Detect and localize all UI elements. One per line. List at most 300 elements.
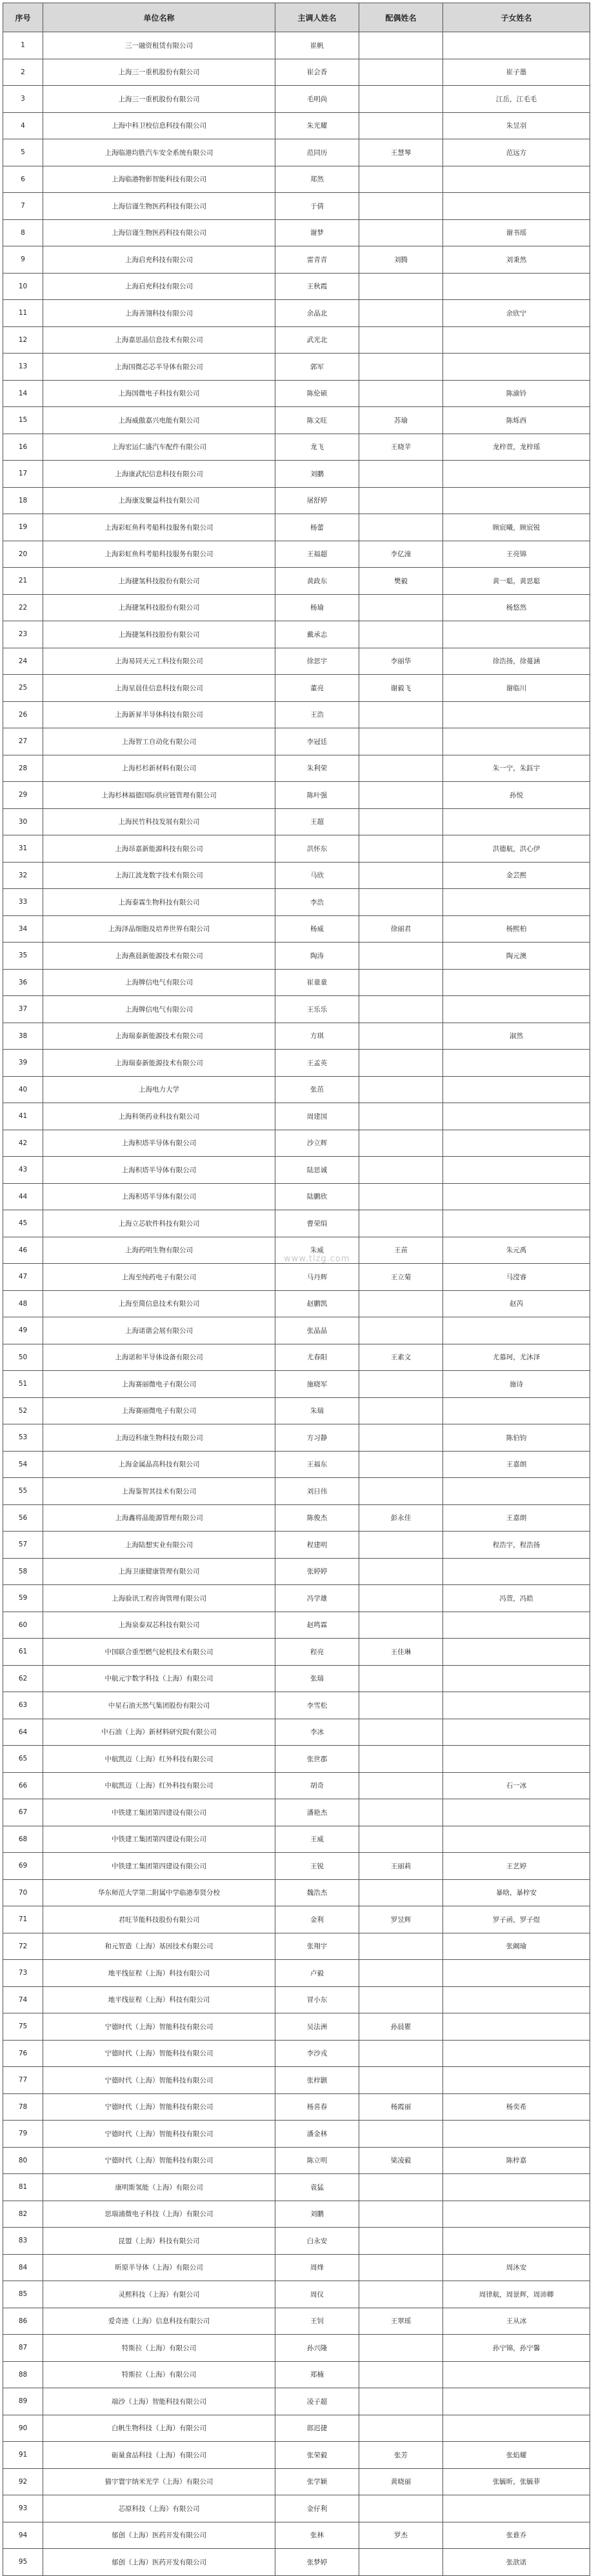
cell-index: 18 xyxy=(3,487,43,514)
cell-index: 67 xyxy=(3,1799,43,1826)
cell-main-person: 屠舒婷 xyxy=(275,487,359,514)
cell-main-person: 魏浩杰 xyxy=(275,1879,359,1906)
cell-main-person: 张荣毅 xyxy=(275,2442,359,2469)
cell-main-person: 王浩 xyxy=(275,701,359,728)
cell-main-person: 雷青青 xyxy=(275,246,359,274)
cell-children: 王嘉朗 xyxy=(443,1451,590,1478)
table-row xyxy=(3,2388,590,2415)
cell-spouse xyxy=(359,166,443,193)
cell-children xyxy=(443,2013,590,2041)
cell-spouse xyxy=(359,59,443,86)
cell-company: 宁德时代（上海）智能科技有限公司 xyxy=(43,2093,275,2121)
cell-spouse xyxy=(359,1585,443,1612)
cell-company: 宁德时代（上海）智能科技有限公司 xyxy=(43,2040,275,2067)
cell-main-person: 陶涛 xyxy=(275,943,359,970)
cell-company: 上海立芯软件科技有限公司 xyxy=(43,1210,275,1237)
cell-index: 27 xyxy=(3,728,43,755)
table-row xyxy=(3,2335,590,2362)
table-row xyxy=(3,808,590,835)
cell-spouse xyxy=(359,354,443,381)
table-row xyxy=(3,835,590,863)
cell-main-person: 王秋霞 xyxy=(275,273,359,300)
cell-main-person: 王锐 xyxy=(275,1853,359,1880)
cell-company: 上海康发聚益科技有限公司 xyxy=(43,487,275,514)
cell-main-person: 李沙戎 xyxy=(275,2040,359,2067)
cell-spouse: 罗杰 xyxy=(359,2522,443,2549)
cell-spouse xyxy=(359,782,443,809)
cell-index: 75 xyxy=(3,2013,43,2041)
cell-spouse: 彭永佳 xyxy=(359,1504,443,1532)
cell-main-person: 方琪 xyxy=(275,1023,359,1050)
table-row xyxy=(3,1317,590,1344)
table-row xyxy=(3,2281,590,2308)
cell-main-person: 余晶北 xyxy=(275,300,359,327)
cell-index: 83 xyxy=(3,2228,43,2255)
cell-children: 张谁乔 xyxy=(443,2522,590,2549)
cell-main-person: 李雪松 xyxy=(275,1692,359,1719)
table-row xyxy=(3,32,590,59)
cell-index: 93 xyxy=(3,2495,43,2522)
cell-main-person: 马丹辉 xyxy=(275,1264,359,1291)
cell-children: 石一冰 xyxy=(443,1772,590,1799)
cell-spouse xyxy=(359,1023,443,1050)
cell-children xyxy=(443,1612,590,1639)
header-spouse: 配偶姓名 xyxy=(359,3,443,32)
personnel-table xyxy=(3,3,590,2576)
cell-children: 朱昱羽 xyxy=(443,112,590,139)
cell-company: 上海康武纪信息科技有限公司 xyxy=(43,461,275,488)
cell-children: 暴晗，暴梓安 xyxy=(443,1879,590,1906)
cell-children xyxy=(443,1478,590,1505)
cell-main-person: 杨喜春 xyxy=(275,2093,359,2121)
cell-main-person: 张婷婷 xyxy=(275,1558,359,1585)
cell-children: 王艺婷 xyxy=(443,1853,590,1880)
cell-index: 26 xyxy=(3,701,43,728)
cell-company: 上海牌信电气有限公司 xyxy=(43,996,275,1023)
cell-spouse: 孙晨瞿 xyxy=(359,2013,443,2041)
cell-main-person: 潘金林 xyxy=(275,2121,359,2148)
cell-index: 14 xyxy=(3,380,43,407)
cell-index: 5 xyxy=(3,139,43,166)
cell-spouse xyxy=(359,2067,443,2094)
cell-company: 上海瑞泰新能源技术有限公司 xyxy=(43,1050,275,1077)
cell-spouse xyxy=(359,1050,443,1077)
cell-main-person: 杨瑜 xyxy=(275,594,359,621)
cell-children: 马滢睿 xyxy=(443,1264,590,1291)
cell-spouse xyxy=(359,300,443,327)
cell-index: 29 xyxy=(3,782,43,809)
cell-index: 57 xyxy=(3,1532,43,1559)
cell-company: 上海新昇半导体科技有限公司 xyxy=(43,701,275,728)
table-row xyxy=(3,1719,590,1746)
header-children: 子女姓名 xyxy=(443,3,590,32)
cell-spouse xyxy=(359,1290,443,1317)
cell-company: 上海信谨生物医药科技有限公司 xyxy=(43,193,275,220)
cell-children: 杨熙柏 xyxy=(443,915,590,943)
cell-company: 上海验讯工程咨询管理有限公司 xyxy=(43,1585,275,1612)
table-row xyxy=(3,2067,590,2094)
table-row xyxy=(3,2201,590,2228)
cell-children: 顾宸曦，顾宸锐 xyxy=(443,514,590,541)
cell-company: 端沙（上海）智能科技有限公司 xyxy=(43,2388,275,2415)
cell-spouse xyxy=(359,1612,443,1639)
cell-children: 黄一聪，黄思聪 xyxy=(443,568,590,595)
cell-main-person: 陆鹏欣 xyxy=(275,1183,359,1210)
cell-company: 白帆生物科技（上海）有限公司 xyxy=(43,2415,275,2442)
cell-company: 中铁建工集团第四建设有限公司 xyxy=(43,1799,275,1826)
cell-main-person: 张晶晶 xyxy=(275,1317,359,1344)
cell-index: 76 xyxy=(3,2040,43,2067)
cell-children: 金芸熙 xyxy=(443,862,590,889)
cell-main-person: 沙立辉 xyxy=(275,1130,359,1157)
cell-main-person: 崔会香 xyxy=(275,59,359,86)
cell-main-person: 郑楠 xyxy=(275,2361,359,2388)
cell-company: 上海国微芯芯半导体有限公司 xyxy=(43,354,275,381)
cell-main-person: 王福超 xyxy=(275,541,359,568)
cell-main-person: 王钊 xyxy=(275,2308,359,2335)
cell-main-person: 谢梦 xyxy=(275,219,359,246)
cell-index: 38 xyxy=(3,1023,43,1050)
cell-main-person: 崔童童 xyxy=(275,969,359,996)
cell-children xyxy=(443,1799,590,1826)
cell-main-person: 王乐乐 xyxy=(275,996,359,1023)
cell-company: 中星石油天然气集团股份有限公司 xyxy=(43,1692,275,1719)
header-main-person: 主调人姓名 xyxy=(275,3,359,32)
cell-company: 上海药明生物有限公司 xyxy=(43,1237,275,1264)
cell-main-person: 白永安 xyxy=(275,2228,359,2255)
cell-index: 61 xyxy=(3,1639,43,1666)
cell-children xyxy=(443,193,590,220)
cell-company: 郁创（上海）医药开发有限公司 xyxy=(43,2549,275,2576)
cell-children xyxy=(443,2415,590,2442)
cell-children: 刘秉然 xyxy=(443,246,590,274)
cell-spouse xyxy=(359,969,443,996)
cell-index: 1 xyxy=(3,32,43,59)
cell-children xyxy=(443,2361,590,2388)
cell-spouse: 杨霞丽 xyxy=(359,2093,443,2121)
cell-index: 82 xyxy=(3,2201,43,2228)
table-row xyxy=(3,1558,590,1585)
cell-company: 上海信谨生物医药科技有限公司 xyxy=(43,219,275,246)
cell-main-person: 张学颖 xyxy=(275,2468,359,2495)
cell-spouse xyxy=(359,728,443,755)
cell-index: 4 xyxy=(3,112,43,139)
cell-company: 上海宏运仁盛汽车配件有限公司 xyxy=(43,434,275,461)
cell-index: 41 xyxy=(3,1103,43,1130)
cell-company: 上海中科卫校信息科技有限公司 xyxy=(43,112,275,139)
cell-company: 君旺节能科技股份有限公司 xyxy=(43,1906,275,1933)
cell-spouse xyxy=(359,1157,443,1184)
table-row xyxy=(3,59,590,86)
cell-children xyxy=(443,1183,590,1210)
cell-spouse xyxy=(359,889,443,916)
table-row xyxy=(3,1451,590,1478)
cell-children xyxy=(443,2228,590,2255)
cell-index: 58 xyxy=(3,1558,43,1585)
cell-index: 89 xyxy=(3,2388,43,2415)
table-row xyxy=(3,1746,590,1773)
cell-index: 94 xyxy=(3,2522,43,2549)
cell-main-person: 方习静 xyxy=(275,1424,359,1452)
cell-children xyxy=(443,32,590,59)
cell-main-person: 朱光耀 xyxy=(275,112,359,139)
cell-children: 余欣宁 xyxy=(443,300,590,327)
cell-spouse xyxy=(359,2388,443,2415)
cell-index: 84 xyxy=(3,2254,43,2281)
cell-index: 70 xyxy=(3,1879,43,1906)
cell-company: 上海易同天元工科技有限公司 xyxy=(43,648,275,675)
cell-company: 上海威傲嘉兴电能有限公司 xyxy=(43,407,275,434)
cell-spouse xyxy=(359,273,443,300)
cell-spouse xyxy=(359,1692,443,1719)
cell-main-person: 陆思诚 xyxy=(275,1157,359,1184)
table-row xyxy=(3,2093,590,2121)
table-row xyxy=(3,755,590,782)
cell-main-person: 金仔利 xyxy=(275,2495,359,2522)
cell-main-person: 袁猛 xyxy=(275,2174,359,2201)
cell-index: 50 xyxy=(3,1344,43,1371)
cell-main-person: 郎迟捷 xyxy=(275,2415,359,2442)
cell-spouse xyxy=(359,1478,443,1505)
cell-children: 张阚瑜 xyxy=(443,1933,590,1960)
cell-main-person: 陈叶强 xyxy=(275,782,359,809)
table-row xyxy=(3,1853,590,1880)
cell-spouse xyxy=(359,808,443,835)
cell-company: 上海泰霖生物科技有限公司 xyxy=(43,889,275,916)
cell-spouse: 刘腾 xyxy=(359,246,443,274)
cell-company: 特斯拉（上海）有限公司 xyxy=(43,2335,275,2362)
cell-spouse xyxy=(359,943,443,970)
cell-company: 爱奇迹（上海）信息科技有限公司 xyxy=(43,2308,275,2335)
table-row xyxy=(3,193,590,220)
cell-children xyxy=(443,1719,590,1746)
cell-index: 25 xyxy=(3,675,43,702)
cell-main-person: 洪怀东 xyxy=(275,835,359,863)
cell-children xyxy=(443,1397,590,1424)
cell-spouse xyxy=(359,1451,443,1478)
cell-spouse xyxy=(359,112,443,139)
table-row xyxy=(3,1665,590,1692)
cell-index: 15 xyxy=(3,407,43,434)
cell-index: 34 xyxy=(3,915,43,943)
cell-main-person: 孙兴隆 xyxy=(275,2335,359,2362)
cell-children: 程浩宇，程浩扬 xyxy=(443,1532,590,1559)
cell-main-person: 杨威 xyxy=(275,915,359,943)
cell-children xyxy=(443,1103,590,1130)
cell-spouse xyxy=(359,2549,443,2576)
table-row xyxy=(3,2549,590,2576)
cell-main-person: 周仪 xyxy=(275,2281,359,2308)
table-row xyxy=(3,1772,590,1799)
cell-spouse xyxy=(359,1103,443,1130)
cell-index: 90 xyxy=(3,2415,43,2442)
cell-main-person: 程亮 xyxy=(275,1639,359,1666)
cell-company: 上海杉林福德国际供应链管理有限公司 xyxy=(43,782,275,809)
cell-spouse xyxy=(359,2121,443,2148)
cell-children: 周律航，周景辉，周沛卿 xyxy=(443,2281,590,2308)
table-row xyxy=(3,246,590,274)
cell-company: 上海瑞泰新能源技术有限公司 xyxy=(43,1023,275,1050)
cell-spouse xyxy=(359,2201,443,2228)
table-row xyxy=(3,86,590,113)
cell-spouse xyxy=(359,1826,443,1853)
table-row xyxy=(3,2121,590,2148)
cell-company: 芯原科技（上海）有限公司 xyxy=(43,2495,275,2522)
cell-index: 74 xyxy=(3,1986,43,2013)
table-row xyxy=(3,1799,590,1826)
cell-spouse xyxy=(359,835,443,863)
cell-children: 陈烁西 xyxy=(443,407,590,434)
cell-spouse: 王佳琳 xyxy=(359,1639,443,1666)
cell-children xyxy=(443,621,590,648)
cell-spouse xyxy=(359,2281,443,2308)
cell-main-person: 卢毅 xyxy=(275,1960,359,1987)
cell-company: 中航凯迈（上海）红外科技有限公司 xyxy=(43,1746,275,1773)
cell-company: 猫宇寰宇纳米光学（上海）有限公司 xyxy=(43,2468,275,2495)
cell-index: 55 xyxy=(3,1478,43,1505)
cell-children: 罗子函，罗子煜 xyxy=(443,1906,590,1933)
table-row xyxy=(3,862,590,889)
cell-main-person: 刘鹏 xyxy=(275,461,359,488)
cell-spouse: 徐丽君 xyxy=(359,915,443,943)
cell-spouse xyxy=(359,1371,443,1398)
cell-spouse xyxy=(359,2495,443,2522)
cell-children: 张歆诺 xyxy=(443,2549,590,2576)
table-row xyxy=(3,1023,590,1050)
table-row xyxy=(3,2468,590,2495)
table-row xyxy=(3,2308,590,2335)
cell-index: 78 xyxy=(3,2093,43,2121)
table-row xyxy=(3,1264,590,1291)
cell-main-person: 龙飞 xyxy=(275,434,359,461)
cell-company: 上海昂嘉新能源科技有限公司 xyxy=(43,835,275,863)
cell-company: 上海杉杉新材料有限公司 xyxy=(43,755,275,782)
cell-children xyxy=(443,1210,590,1237)
cell-company: 三一融资租赁有限公司 xyxy=(43,32,275,59)
cell-spouse xyxy=(359,514,443,541)
table-row xyxy=(3,434,590,461)
cell-index: 22 xyxy=(3,594,43,621)
cell-children: 谢临川 xyxy=(443,675,590,702)
cell-company: 上海赛丽微电子有限公司 xyxy=(43,1397,275,1424)
cell-children: 陈梓嘉 xyxy=(443,2147,590,2174)
table-row xyxy=(3,675,590,702)
table-row xyxy=(3,1906,590,1933)
table-row xyxy=(3,1612,590,1639)
cell-main-person: 胡奇 xyxy=(275,1772,359,1799)
cell-index: 20 xyxy=(3,541,43,568)
table-row xyxy=(3,915,590,943)
cell-spouse xyxy=(359,2254,443,2281)
cell-children: 孙悦 xyxy=(443,782,590,809)
cell-index: 6 xyxy=(3,166,43,193)
cell-index: 43 xyxy=(3,1157,43,1184)
cell-company: 宁德时代（上海）智能科技有限公司 xyxy=(43,2067,275,2094)
cell-main-person: 陈立明 xyxy=(275,2147,359,2174)
cell-company: 上海至简信息技术有限公司 xyxy=(43,1290,275,1317)
table-row xyxy=(3,594,590,621)
table-row xyxy=(3,1210,590,1237)
table-row xyxy=(3,1532,590,1559)
cell-spouse: 王慧琴 xyxy=(359,139,443,166)
cell-company: 上海智工自动化有限公司 xyxy=(43,728,275,755)
cell-children xyxy=(443,1746,590,1773)
cell-index: 11 xyxy=(3,300,43,327)
cell-children xyxy=(443,969,590,996)
cell-main-person: 王福东 xyxy=(275,1451,359,1478)
cell-company: 上海诺和半导体设备有限公司 xyxy=(43,1344,275,1371)
table-row xyxy=(3,2522,590,2549)
cell-company: 上海星晨佳信息科技有限公司 xyxy=(43,675,275,702)
cell-index: 52 xyxy=(3,1397,43,1424)
cell-main-person: 郑然 xyxy=(275,166,359,193)
cell-main-person: 郭军 xyxy=(275,354,359,381)
cell-index: 39 xyxy=(3,1050,43,1077)
cell-children xyxy=(443,1157,590,1184)
cell-spouse xyxy=(359,2361,443,2388)
cell-children xyxy=(443,2174,590,2201)
cell-company: 上海泽晶细胞及培养世界有限公司 xyxy=(43,915,275,943)
cell-index: 40 xyxy=(3,1076,43,1103)
cell-index: 60 xyxy=(3,1612,43,1639)
table-row xyxy=(3,487,590,514)
cell-spouse xyxy=(359,326,443,354)
cell-spouse xyxy=(359,2228,443,2255)
cell-main-person: 刘鹏 xyxy=(275,2201,359,2228)
cell-company: 康明斯氢能（上海）有限公司 xyxy=(43,2174,275,2201)
cell-spouse xyxy=(359,1933,443,1960)
cell-index: 37 xyxy=(3,996,43,1023)
cell-company: 上海捷氢科技股份有限公司 xyxy=(43,568,275,595)
cell-children: 淑然 xyxy=(443,1023,590,1050)
cell-index: 3 xyxy=(3,86,43,113)
cell-children: 张毓昕，张毓菲 xyxy=(443,2468,590,2495)
cell-main-person: 张翔宇 xyxy=(275,1933,359,1960)
cell-index: 2 xyxy=(3,59,43,86)
table-row xyxy=(3,1826,590,1853)
cell-spouse xyxy=(359,1772,443,1799)
cell-company: 上海鉴智其技术有限公司 xyxy=(43,1478,275,1505)
cell-company: 上海江波龙数字技术有限公司 xyxy=(43,862,275,889)
cell-index: 56 xyxy=(3,1504,43,1532)
cell-index: 92 xyxy=(3,2468,43,2495)
table-row xyxy=(3,1371,590,1398)
cell-company: 华东师范大学第二附属中学临港奉贤分校 xyxy=(43,1879,275,1906)
cell-company: 中铁建工集团第四建设有限公司 xyxy=(43,1826,275,1853)
cell-spouse xyxy=(359,2415,443,2442)
cell-spouse xyxy=(359,1424,443,1452)
cell-spouse xyxy=(359,1746,443,1773)
table-row xyxy=(3,782,590,809)
cell-company: 上海诺谐会展有限公司 xyxy=(43,1317,275,1344)
cell-index: 64 xyxy=(3,1719,43,1746)
cell-company: 上海至纯药电子有限公司 xyxy=(43,1264,275,1291)
cell-index: 69 xyxy=(3,1853,43,1880)
cell-spouse xyxy=(359,1397,443,1424)
cell-children: 朱一宁，朱鈺宇 xyxy=(443,755,590,782)
cell-company: 上海燕晨新能源技术有限公司 xyxy=(43,943,275,970)
cell-company: 中铁建工集团第四建设有限公司 xyxy=(43,1853,275,1880)
cell-children xyxy=(443,996,590,1023)
cell-children: 赵芮 xyxy=(443,1290,590,1317)
cell-spouse: 谢毅飞 xyxy=(359,675,443,702)
cell-children xyxy=(443,1130,590,1157)
table-row xyxy=(3,943,590,970)
cell-spouse: 王苗 xyxy=(359,1237,443,1264)
cell-spouse xyxy=(359,594,443,621)
cell-children: 龙梓萱，龙梓瑶 xyxy=(443,434,590,461)
cell-children xyxy=(443,1986,590,2013)
